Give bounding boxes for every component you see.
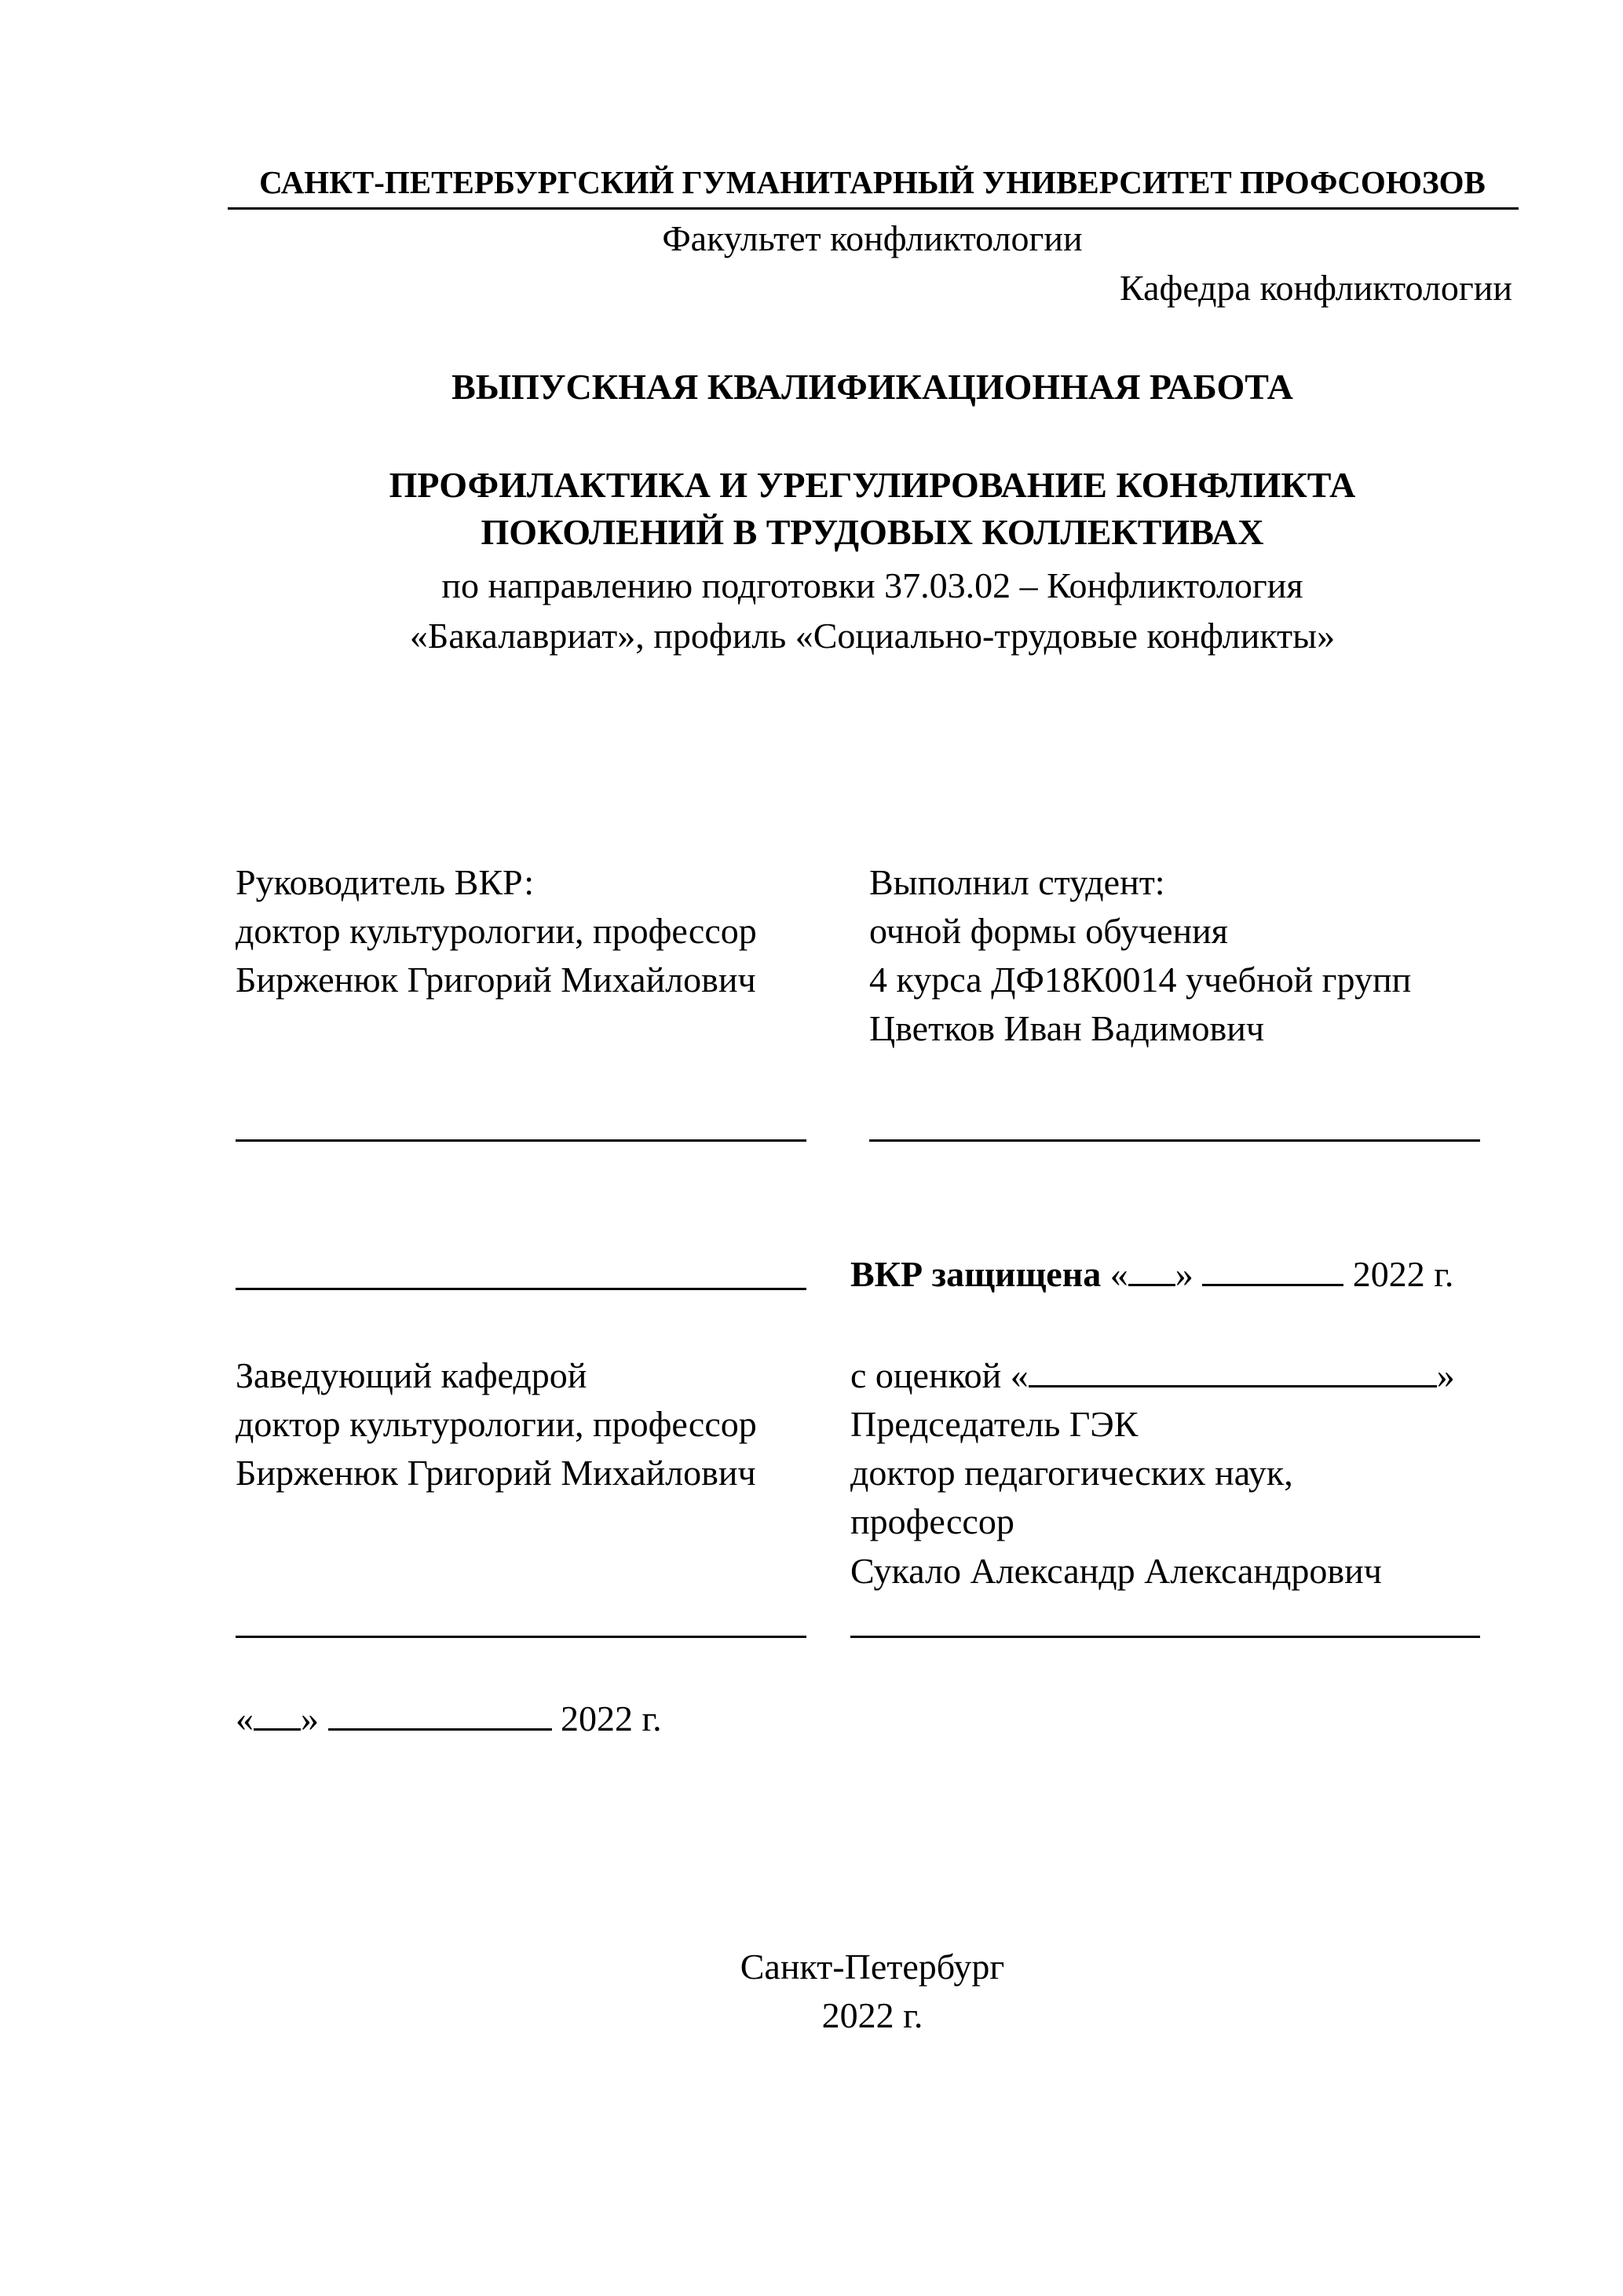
chair-degree-1: доктор педагогических наук, [850, 1453, 1293, 1493]
faculty: Факультет конфликтологии [662, 218, 1083, 258]
date-year: 2022 г. [561, 1698, 662, 1738]
supervisor-signature-line [236, 1139, 806, 1142]
defense-open-quote: « [1109, 1254, 1128, 1294]
title-line-1: ПРОФИЛАКТИКА И УРЕГУЛИРОВАНИЕ КОНФЛИКТА [389, 465, 1356, 505]
header-rule [228, 207, 1519, 210]
student-signature-line [869, 1139, 1480, 1142]
chair-degree-2: профессор [850, 1501, 1014, 1541]
head-signature-line [236, 1636, 806, 1638]
defense-label: ВКР защищена [850, 1254, 1102, 1294]
university-name: САНКТ-ПЕТЕРБУРГСКИЙ ГУМАНИТАРНЫЙ УНИВЕРСИТЕТ ПРОФСОЮЗОВ [259, 164, 1486, 200]
supervisor-degree: доктор культурологии, профессор [236, 911, 757, 951]
grade-close-quote: » [1436, 1355, 1455, 1395]
chair-label: Председатель ГЭК [850, 1404, 1139, 1444]
head-degree: доктор культурологии, профессор [236, 1404, 757, 1444]
defense-day-blank [1128, 1251, 1175, 1286]
grade-label: с оценкой « [850, 1355, 1029, 1395]
footer-year: 2022 г. [821, 1995, 923, 2035]
student-group: 4 курса ДФ18К0014 учебной групп [869, 960, 1412, 1000]
defense-close-quote: » [1175, 1254, 1193, 1294]
defense-month-blank [1202, 1251, 1343, 1286]
grade-blank [1029, 1352, 1437, 1387]
chair-signature-line [850, 1636, 1480, 1638]
department: Кафедра конфликтологии [1120, 268, 1512, 308]
defense-year: 2022 г. [1352, 1254, 1454, 1294]
supervisor-label: Руководитель ВКР: [236, 862, 535, 902]
head-label: Заведующий кафедрой [236, 1355, 587, 1395]
chair-name: Сукало Александр Александрович [850, 1551, 1382, 1591]
date-day-blank [254, 1695, 301, 1731]
date-close-quote: » [301, 1698, 319, 1738]
title-line-2: ПОКОЛЕНИЙ В ТРУДОВЫХ КОЛЛЕКТИВАХ [481, 512, 1264, 552]
defense-line [850, 1250, 1453, 1299]
signature-line [236, 1288, 806, 1290]
supervisor-name: Бирженюк Григорий Михайлович [236, 960, 756, 1000]
grade-line [850, 1351, 1455, 1400]
date-open-quote: « [236, 1698, 254, 1738]
work-type: ВЫПУСКНАЯ КВАЛИФИКАЦИОННАЯ РАБОТА [451, 367, 1293, 407]
head-name: Бирженюк Григорий Михайлович [236, 1453, 756, 1493]
student-form: очной формы обучения [869, 911, 1228, 951]
footer-city: Санкт-Петербург [740, 1947, 1005, 1987]
profile: «Бакалавриат», профиль «Социально-трудовые конфликты» [409, 616, 1336, 656]
date-month-blank [328, 1695, 552, 1731]
student-name: Цветков Иван Вадимович [869, 1008, 1264, 1048]
date-line [236, 1695, 662, 1743]
direction: по направлению подготовки 37.03.02 – Конфликтология [441, 565, 1303, 605]
student-label: Выполнил студент: [869, 862, 1165, 902]
